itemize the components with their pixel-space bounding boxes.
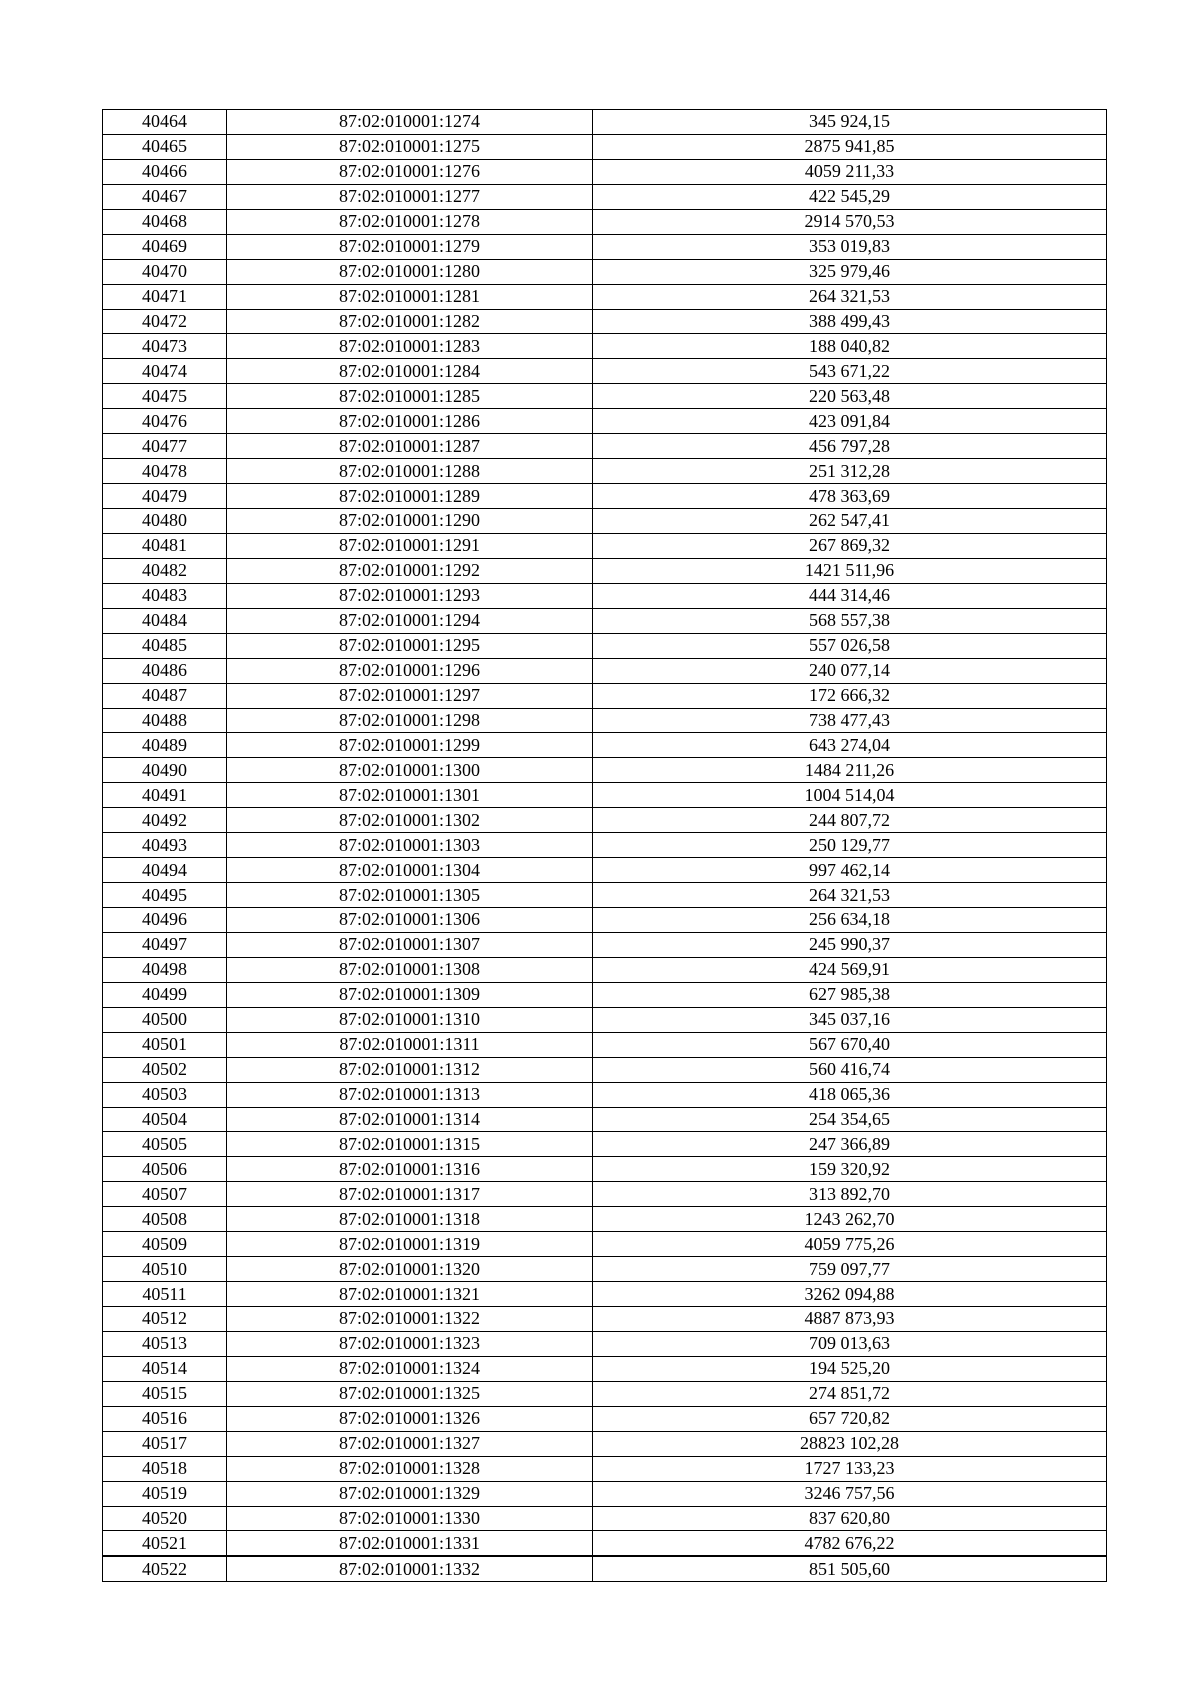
cadastral-number-cell: 87:02:010001:1300 xyxy=(227,758,593,783)
row-number-cell: 40517 xyxy=(103,1431,227,1456)
row-number-cell: 40496 xyxy=(103,908,227,933)
cadastral-number-cell: 87:02:010001:1288 xyxy=(227,459,593,484)
cadastral-number-cell: 87:02:010001:1331 xyxy=(227,1531,593,1556)
row-number-cell: 40504 xyxy=(103,1107,227,1132)
table-row xyxy=(103,434,1107,459)
cadastral-value-cell: 264 321,53 xyxy=(593,284,1107,309)
table-row xyxy=(103,1157,1107,1182)
cadastral-value-cell: 159 320,92 xyxy=(593,1157,1107,1182)
cadastral-value-cell: 478 363,69 xyxy=(593,484,1107,509)
table-row xyxy=(103,758,1107,783)
cadastral-number-cell: 87:02:010001:1314 xyxy=(227,1107,593,1132)
row-number-cell: 40465 xyxy=(103,134,227,159)
table-row xyxy=(103,209,1107,234)
table-row xyxy=(103,1007,1107,1032)
table-row xyxy=(103,658,1107,683)
row-number-cell: 40494 xyxy=(103,858,227,883)
cadastral-number-cell: 87:02:010001:1293 xyxy=(227,583,593,608)
cadastral-number-cell: 87:02:010001:1321 xyxy=(227,1282,593,1307)
cadastral-number-cell: 87:02:010001:1281 xyxy=(227,284,593,309)
table-row xyxy=(103,1406,1107,1431)
cadastral-number-cell: 87:02:010001:1280 xyxy=(227,259,593,284)
row-number-cell: 40491 xyxy=(103,783,227,808)
row-number-cell: 40466 xyxy=(103,159,227,184)
cadastral-number-cell: 87:02:010001:1286 xyxy=(227,409,593,434)
cadastral-number-cell: 87:02:010001:1332 xyxy=(227,1556,593,1581)
cadastral-number-cell: 87:02:010001:1291 xyxy=(227,533,593,558)
cadastral-number-cell: 87:02:010001:1296 xyxy=(227,658,593,683)
cadastral-value-cell: 240 077,14 xyxy=(593,658,1107,683)
row-number-cell: 40512 xyxy=(103,1307,227,1332)
table-row xyxy=(103,110,1107,135)
cadastral-number-cell: 87:02:010001:1295 xyxy=(227,633,593,658)
row-number-cell: 40479 xyxy=(103,484,227,509)
cadastral-value-cell: 254 354,65 xyxy=(593,1107,1107,1132)
table-row xyxy=(103,509,1107,534)
row-number-cell: 40489 xyxy=(103,733,227,758)
row-number-cell: 40495 xyxy=(103,883,227,908)
row-number-cell: 40498 xyxy=(103,957,227,982)
table-row xyxy=(103,1307,1107,1332)
table-row xyxy=(103,1506,1107,1531)
cadastral-value-cell: 264 321,53 xyxy=(593,883,1107,908)
cadastral-value-cell: 345 037,16 xyxy=(593,1007,1107,1032)
table-row xyxy=(103,683,1107,708)
cadastral-number-cell: 87:02:010001:1294 xyxy=(227,608,593,633)
row-number-cell: 40477 xyxy=(103,434,227,459)
table-row xyxy=(103,1232,1107,1257)
cadastral-number-cell: 87:02:010001:1316 xyxy=(227,1157,593,1182)
table-row xyxy=(103,1331,1107,1356)
cadastral-number-cell: 87:02:010001:1298 xyxy=(227,708,593,733)
row-number-cell: 40508 xyxy=(103,1207,227,1232)
cadastral-number-cell: 87:02:010001:1323 xyxy=(227,1331,593,1356)
cadastral-number-cell: 87:02:010001:1330 xyxy=(227,1506,593,1531)
table-row xyxy=(103,1057,1107,1082)
cadastral-value-cell: 627 985,38 xyxy=(593,982,1107,1007)
cadastral-number-cell: 87:02:010001:1324 xyxy=(227,1356,593,1381)
cadastral-value-cell: 188 040,82 xyxy=(593,334,1107,359)
table-row xyxy=(103,932,1107,957)
cadastral-number-cell: 87:02:010001:1292 xyxy=(227,558,593,583)
table-row xyxy=(103,1132,1107,1157)
cadastral-value-cell: 568 557,38 xyxy=(593,608,1107,633)
table-row xyxy=(103,783,1107,808)
cadastral-value-cell: 643 274,04 xyxy=(593,733,1107,758)
cadastral-value-cell: 245 990,37 xyxy=(593,932,1107,957)
cadastral-value-cell: 313 892,70 xyxy=(593,1182,1107,1207)
table-row xyxy=(103,1107,1107,1132)
cadastral-number-cell: 87:02:010001:1310 xyxy=(227,1007,593,1032)
table-row xyxy=(103,184,1107,209)
table-row xyxy=(103,384,1107,409)
cadastral-number-cell: 87:02:010001:1317 xyxy=(227,1182,593,1207)
row-number-cell: 40497 xyxy=(103,932,227,957)
cadastral-value-cell: 4059 211,33 xyxy=(593,159,1107,184)
cadastral-number-cell: 87:02:010001:1283 xyxy=(227,334,593,359)
cadastral-value-cell: 353 019,83 xyxy=(593,234,1107,259)
cadastral-value-cell: 709 013,63 xyxy=(593,1331,1107,1356)
row-number-cell: 40516 xyxy=(103,1406,227,1431)
cadastral-value-cell: 4887 873,93 xyxy=(593,1307,1107,1332)
cadastral-number-cell: 87:02:010001:1318 xyxy=(227,1207,593,1232)
row-number-cell: 40514 xyxy=(103,1356,227,1381)
cadastral-value-cell: 444 314,46 xyxy=(593,583,1107,608)
cadastral-number-cell: 87:02:010001:1303 xyxy=(227,833,593,858)
row-number-cell: 40501 xyxy=(103,1032,227,1057)
cadastral-value-cell: 274 851,72 xyxy=(593,1381,1107,1406)
row-number-cell: 40474 xyxy=(103,359,227,384)
table-row xyxy=(103,259,1107,284)
table-row xyxy=(103,1356,1107,1381)
cadastral-number-cell: 87:02:010001:1274 xyxy=(227,110,593,135)
cadastral-number-cell: 87:02:010001:1276 xyxy=(227,159,593,184)
cadastral-number-cell: 87:02:010001:1290 xyxy=(227,509,593,534)
row-number-cell: 40475 xyxy=(103,384,227,409)
cadastral-value-cell: 4782 676,22 xyxy=(593,1531,1107,1556)
row-number-cell: 40467 xyxy=(103,184,227,209)
row-number-cell: 40506 xyxy=(103,1157,227,1182)
cadastral-number-cell: 87:02:010001:1320 xyxy=(227,1257,593,1282)
cadastral-value-cell: 560 416,74 xyxy=(593,1057,1107,1082)
row-number-cell: 40464 xyxy=(103,110,227,135)
cadastral-value-cell: 262 547,41 xyxy=(593,509,1107,534)
table-row xyxy=(103,1556,1107,1581)
row-number-cell: 40482 xyxy=(103,558,227,583)
cadastral-value-cell: 424 569,91 xyxy=(593,957,1107,982)
cadastral-value-cell: 759 097,77 xyxy=(593,1257,1107,1282)
row-number-cell: 40472 xyxy=(103,309,227,334)
table-row xyxy=(103,808,1107,833)
row-number-cell: 40521 xyxy=(103,1531,227,1556)
table-row xyxy=(103,159,1107,184)
table-row xyxy=(103,359,1107,384)
row-number-cell: 40503 xyxy=(103,1082,227,1107)
row-number-cell: 40469 xyxy=(103,234,227,259)
table-row xyxy=(103,883,1107,908)
cadastral-value-cell: 567 670,40 xyxy=(593,1032,1107,1057)
table-row xyxy=(103,1257,1107,1282)
cadastral-value-cell: 244 807,72 xyxy=(593,808,1107,833)
cadastral-number-cell: 87:02:010001:1299 xyxy=(227,733,593,758)
row-number-cell: 40468 xyxy=(103,209,227,234)
cadastral-value-cell: 837 620,80 xyxy=(593,1506,1107,1531)
cadastral-number-cell: 87:02:010001:1282 xyxy=(227,309,593,334)
table-row xyxy=(103,533,1107,558)
cadastral-number-cell: 87:02:010001:1306 xyxy=(227,908,593,933)
table-row xyxy=(103,708,1107,733)
row-number-cell: 40492 xyxy=(103,808,227,833)
cadastral-number-cell: 87:02:010001:1329 xyxy=(227,1481,593,1506)
cadastral-value-table xyxy=(102,109,1107,1582)
cadastral-value-cell: 172 666,32 xyxy=(593,683,1107,708)
cadastral-value-cell: 1484 211,26 xyxy=(593,758,1107,783)
cadastral-number-cell: 87:02:010001:1287 xyxy=(227,434,593,459)
cadastral-value-cell: 3262 094,88 xyxy=(593,1282,1107,1307)
cadastral-value-cell: 418 065,36 xyxy=(593,1082,1107,1107)
table-row xyxy=(103,633,1107,658)
cadastral-value-cell: 1243 262,70 xyxy=(593,1207,1107,1232)
cadastral-number-cell: 87:02:010001:1301 xyxy=(227,783,593,808)
table-row xyxy=(103,1282,1107,1307)
table-row xyxy=(103,1207,1107,1232)
table-row xyxy=(103,334,1107,359)
cadastral-value-cell: 194 525,20 xyxy=(593,1356,1107,1381)
cadastral-number-cell: 87:02:010001:1304 xyxy=(227,858,593,883)
cadastral-value-cell: 423 091,84 xyxy=(593,409,1107,434)
cadastral-number-cell: 87:02:010001:1305 xyxy=(227,883,593,908)
row-number-cell: 40471 xyxy=(103,284,227,309)
row-number-cell: 40488 xyxy=(103,708,227,733)
cadastral-value-cell: 28823 102,28 xyxy=(593,1431,1107,1456)
cadastral-number-cell: 87:02:010001:1309 xyxy=(227,982,593,1007)
cadastral-value-cell: 1421 511,96 xyxy=(593,558,1107,583)
table-row xyxy=(103,858,1107,883)
cadastral-number-cell: 87:02:010001:1307 xyxy=(227,932,593,957)
cadastral-value-cell: 2914 570,53 xyxy=(593,209,1107,234)
row-number-cell: 40505 xyxy=(103,1132,227,1157)
cadastral-value-cell: 325 979,46 xyxy=(593,259,1107,284)
table-row xyxy=(103,309,1107,334)
cadastral-number-cell: 87:02:010001:1327 xyxy=(227,1431,593,1456)
row-number-cell: 40481 xyxy=(103,533,227,558)
cadastral-value-cell: 1727 133,23 xyxy=(593,1456,1107,1481)
cadastral-number-cell: 87:02:010001:1328 xyxy=(227,1456,593,1481)
cadastral-value-cell: 422 545,29 xyxy=(593,184,1107,209)
cadastral-number-cell: 87:02:010001:1302 xyxy=(227,808,593,833)
cadastral-value-cell: 456 797,28 xyxy=(593,434,1107,459)
row-number-cell: 40510 xyxy=(103,1257,227,1282)
row-number-cell: 40473 xyxy=(103,334,227,359)
cadastral-value-cell: 247 366,89 xyxy=(593,1132,1107,1157)
table-body xyxy=(103,110,1107,1582)
cadastral-number-cell: 87:02:010001:1285 xyxy=(227,384,593,409)
cadastral-value-cell: 543 671,22 xyxy=(593,359,1107,384)
cadastral-value-cell: 267 869,32 xyxy=(593,533,1107,558)
cadastral-value-cell: 251 312,28 xyxy=(593,459,1107,484)
row-number-cell: 40484 xyxy=(103,608,227,633)
cadastral-value-cell: 557 026,58 xyxy=(593,633,1107,658)
table-row xyxy=(103,608,1107,633)
table-row xyxy=(103,134,1107,159)
table-row xyxy=(103,833,1107,858)
table-row xyxy=(103,409,1107,434)
row-number-cell: 40507 xyxy=(103,1182,227,1207)
cadastral-number-cell: 87:02:010001:1326 xyxy=(227,1406,593,1431)
cadastral-value-cell: 1004 514,04 xyxy=(593,783,1107,808)
cadastral-value-cell: 3246 757,56 xyxy=(593,1481,1107,1506)
cadastral-value-cell: 4059 775,26 xyxy=(593,1232,1107,1257)
cadastral-number-cell: 87:02:010001:1278 xyxy=(227,209,593,234)
cadastral-value-cell: 220 563,48 xyxy=(593,384,1107,409)
table-row xyxy=(103,459,1107,484)
cadastral-number-cell: 87:02:010001:1325 xyxy=(227,1381,593,1406)
cadastral-value-cell: 738 477,43 xyxy=(593,708,1107,733)
cadastral-number-cell: 87:02:010001:1313 xyxy=(227,1082,593,1107)
row-number-cell: 40470 xyxy=(103,259,227,284)
table-row xyxy=(103,1456,1107,1481)
table-row xyxy=(103,1481,1107,1506)
table-row xyxy=(103,558,1107,583)
cadastral-value-cell: 997 462,14 xyxy=(593,858,1107,883)
row-number-cell: 40509 xyxy=(103,1232,227,1257)
table-row xyxy=(103,957,1107,982)
row-number-cell: 40478 xyxy=(103,459,227,484)
row-number-cell: 40483 xyxy=(103,583,227,608)
table-row xyxy=(103,1531,1107,1556)
table-row xyxy=(103,583,1107,608)
row-number-cell: 40493 xyxy=(103,833,227,858)
row-number-cell: 40480 xyxy=(103,509,227,534)
table-row xyxy=(103,908,1107,933)
table-row xyxy=(103,1431,1107,1456)
cadastral-number-cell: 87:02:010001:1284 xyxy=(227,359,593,384)
table-row xyxy=(103,484,1107,509)
row-number-cell: 40511 xyxy=(103,1282,227,1307)
cadastral-number-cell: 87:02:010001:1275 xyxy=(227,134,593,159)
cadastral-number-cell: 87:02:010001:1312 xyxy=(227,1057,593,1082)
row-number-cell: 40518 xyxy=(103,1456,227,1481)
cadastral-number-cell: 87:02:010001:1319 xyxy=(227,1232,593,1257)
row-number-cell: 40499 xyxy=(103,982,227,1007)
row-number-cell: 40500 xyxy=(103,1007,227,1032)
row-number-cell: 40515 xyxy=(103,1381,227,1406)
cadastral-number-cell: 87:02:010001:1322 xyxy=(227,1307,593,1332)
row-number-cell: 40476 xyxy=(103,409,227,434)
row-number-cell: 40513 xyxy=(103,1331,227,1356)
table-row xyxy=(103,1032,1107,1057)
cadastral-value-cell: 250 129,77 xyxy=(593,833,1107,858)
cadastral-value-cell: 345 924,15 xyxy=(593,110,1107,135)
row-number-cell: 40519 xyxy=(103,1481,227,1506)
cadastral-number-cell: 87:02:010001:1277 xyxy=(227,184,593,209)
table-row xyxy=(103,1182,1107,1207)
cadastral-value-cell: 657 720,82 xyxy=(593,1406,1107,1431)
table-row xyxy=(103,234,1107,259)
table-row xyxy=(103,1381,1107,1406)
cadastral-number-cell: 87:02:010001:1279 xyxy=(227,234,593,259)
table-row xyxy=(103,1082,1107,1107)
table-row xyxy=(103,284,1107,309)
cadastral-number-cell: 87:02:010001:1297 xyxy=(227,683,593,708)
row-number-cell: 40522 xyxy=(103,1556,227,1581)
cadastral-number-cell: 87:02:010001:1308 xyxy=(227,957,593,982)
table-row xyxy=(103,982,1107,1007)
row-number-cell: 40490 xyxy=(103,758,227,783)
cadastral-number-cell: 87:02:010001:1289 xyxy=(227,484,593,509)
row-number-cell: 40487 xyxy=(103,683,227,708)
cadastral-value-cell: 388 499,43 xyxy=(593,309,1107,334)
cadastral-number-cell: 87:02:010001:1311 xyxy=(227,1032,593,1057)
row-number-cell: 40502 xyxy=(103,1057,227,1082)
cadastral-value-cell: 256 634,18 xyxy=(593,908,1107,933)
row-number-cell: 40486 xyxy=(103,658,227,683)
cadastral-value-cell: 2875 941,85 xyxy=(593,134,1107,159)
table-row xyxy=(103,733,1107,758)
cadastral-value-cell: 851 505,60 xyxy=(593,1556,1107,1581)
cadastral-number-cell: 87:02:010001:1315 xyxy=(227,1132,593,1157)
row-number-cell: 40485 xyxy=(103,633,227,658)
row-number-cell: 40520 xyxy=(103,1506,227,1531)
